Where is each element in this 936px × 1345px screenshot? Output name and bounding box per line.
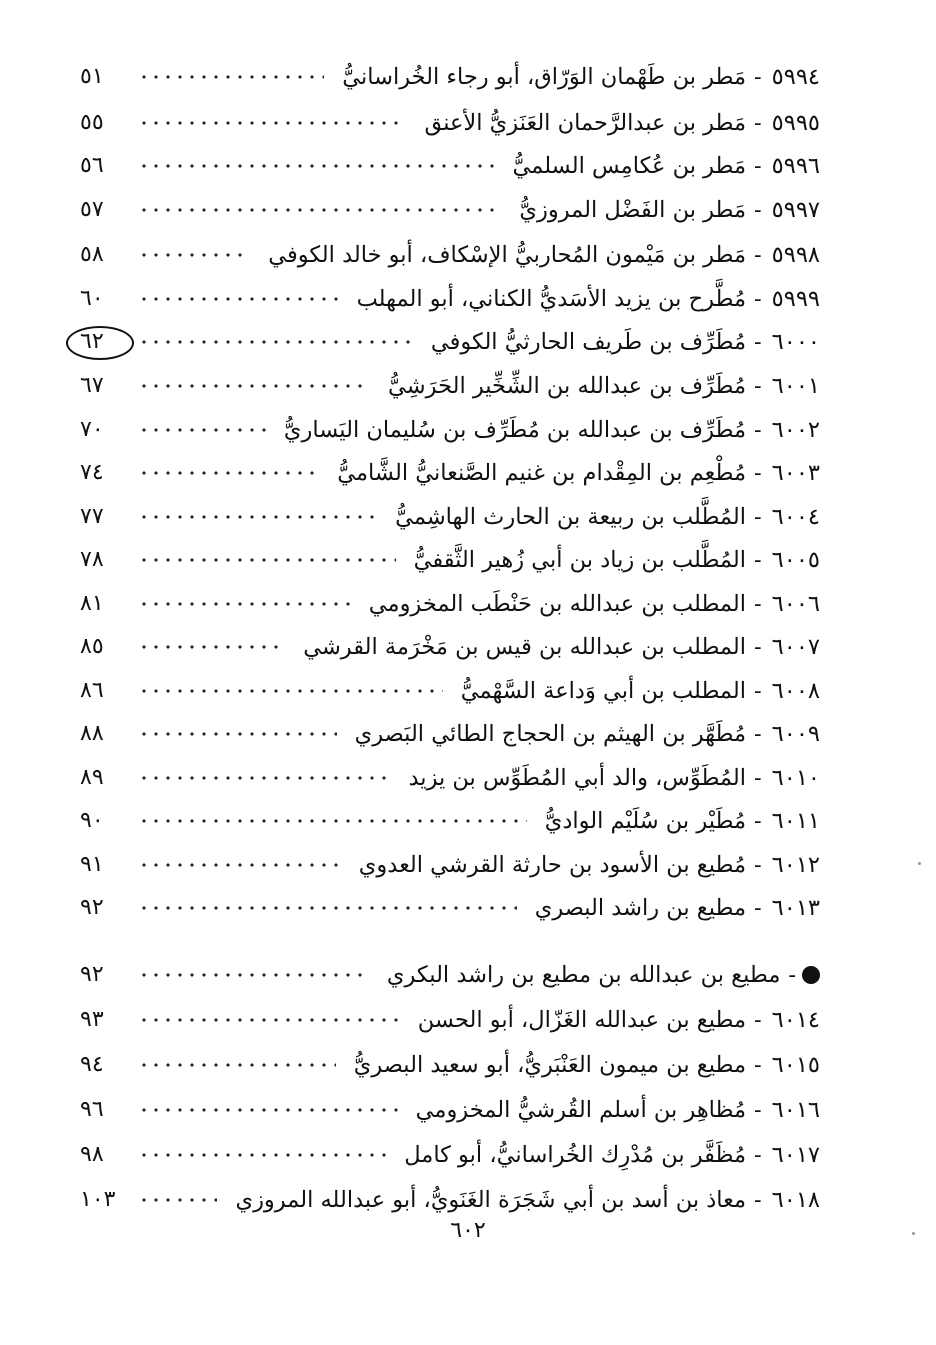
dot-leader xyxy=(138,73,324,81)
entry-page-number: ٥١ xyxy=(80,64,104,89)
entry-dash: - xyxy=(754,1187,762,1213)
entry-number: ٦٠١١ xyxy=(771,808,820,834)
entry-page-number: ٦٧ xyxy=(80,373,104,398)
entry-dash: - xyxy=(754,895,762,921)
dot-leader xyxy=(138,469,319,477)
entry-dash: - xyxy=(754,242,762,268)
dot-leader xyxy=(138,643,285,651)
entry-name: مَطر بن الفَضْل المروزيُّ xyxy=(519,197,747,223)
entry-number: ٦٠٠٢ xyxy=(771,417,820,443)
entry-number: ٦٠١٤ xyxy=(771,1007,820,1033)
index-entry xyxy=(80,453,820,493)
entry-name: مُطيع بن الأسود بن حارثة القرشي العدوي xyxy=(358,852,747,878)
entry-name: مطيع بن ميمون العَنْبَريُّ، أبو سعيد البصريُّ xyxy=(353,1052,747,1078)
entry-page-number: ٩٣ xyxy=(80,1007,104,1032)
dot-leader xyxy=(138,426,266,434)
entry-name: مُطَّرح بن يزيد الأسَديُّ الكناني، أبو المهلب xyxy=(356,286,747,312)
entry-page-number: ٩٨ xyxy=(80,1142,104,1167)
entry-name: مطيع بن عبدالله بن مطيع بن راشد البكري xyxy=(386,962,781,988)
index-entry xyxy=(80,190,820,230)
entry-dash: - xyxy=(754,1142,762,1168)
index-entry xyxy=(80,627,820,667)
index-entry xyxy=(80,714,820,754)
entry-name: مُطَرِّف بن عبدالله بن مُطَرِّف بن سُليمان اليَساريُّ xyxy=(283,417,747,443)
entry-name: المطلب بن عبدالله بن حَنْطَب المخزومي xyxy=(368,591,747,617)
dot-leader xyxy=(138,774,391,782)
entry-dash: - xyxy=(754,765,762,791)
page-number: ٦٠٢ xyxy=(450,1218,486,1243)
index-entry xyxy=(80,279,820,319)
entry-dash: - xyxy=(754,634,762,660)
entry-page-number: ٩١ xyxy=(80,852,104,877)
entry-name: المُطَّلب بن ربيعة بن الحارث الهاشِميُّ xyxy=(395,504,747,530)
entry-name: مَطر بن عبدالرَّحمان العَنَزيُّ الأعنق xyxy=(424,110,747,136)
entry-page-number: ٥٦ xyxy=(80,153,104,178)
entry-number: ٦٠١٧ xyxy=(771,1142,820,1168)
index-entry xyxy=(80,410,820,450)
index-entry xyxy=(80,235,820,275)
entry-name: المطلب بن عبدالله بن قيس بن مَخْرَمة القرشي xyxy=(303,634,747,660)
entry-dash: - xyxy=(754,591,762,617)
entry-number: ٥٩٩٨ xyxy=(771,242,820,268)
entry-number: ٦٠٠٠ xyxy=(771,329,820,355)
entry-number: ٦٠١٦ xyxy=(771,1097,820,1123)
entry-dash: - xyxy=(754,678,762,704)
dot-leader xyxy=(138,687,443,695)
index-entry xyxy=(80,845,820,885)
entry-page-number: ٩٤ xyxy=(80,1052,104,1077)
entry-page-number: ١٠٣ xyxy=(80,1187,116,1212)
entry-dash: - xyxy=(754,852,762,878)
entry-dash: - xyxy=(754,504,762,530)
index-entry xyxy=(80,57,820,97)
index-entry xyxy=(80,1090,820,1130)
entry-page-number: ٧٧ xyxy=(80,504,104,529)
index-entry xyxy=(80,955,820,995)
entry-dash: - xyxy=(754,417,762,443)
entry-number: ٦٠٠٩ xyxy=(771,721,820,747)
entry-dash: - xyxy=(754,1052,762,1078)
entry-name: مُظَفَّر بن مُدْرِك الخُراسانيُّ، أبو كامل xyxy=(404,1142,747,1168)
entry-page-number: ٧٤ xyxy=(80,460,104,485)
entry-name: معاذ بن أسد بن أبي شَجَرَة الغَنَويُّ، أبو عبدالله المروزي xyxy=(235,1187,747,1213)
entry-page-number: ٩٢ xyxy=(80,962,104,987)
entry-number: ٦٠٠٤ xyxy=(771,504,820,530)
dot-leader xyxy=(138,861,341,869)
index-entry xyxy=(80,1000,820,1040)
entry-dash: - xyxy=(754,197,762,223)
entry-page-number: ٩٦ xyxy=(80,1097,104,1122)
entry-page-number: ٥٨ xyxy=(80,242,104,267)
dot-leader xyxy=(138,730,337,738)
entry-dash: - xyxy=(754,721,762,747)
entry-number: ٦٠١٥ xyxy=(771,1052,820,1078)
index-entry xyxy=(80,1045,820,1085)
index-entry xyxy=(80,1135,820,1175)
dot-leader xyxy=(138,904,517,912)
entry-dash: - xyxy=(754,808,762,834)
entry-name: مُطَرِّف بن طَريف الحارثيُّ الكوفي xyxy=(430,329,747,355)
entry-page-number: ٦٠ xyxy=(80,286,104,311)
index-entry xyxy=(80,146,820,186)
entry-name: مَطر بن مَيْمون المُحاربيُّ الإسْكاف، أبو خالد الكوفي xyxy=(268,242,747,268)
dot-leader xyxy=(138,119,406,127)
entry-name: مُطَرِّف بن عبدالله بن الشِّخِّير الحَرَشِيُّ xyxy=(388,373,747,399)
dot-leader xyxy=(138,1016,400,1024)
index-entry xyxy=(80,1180,820,1220)
entry-page-number: ٥٥ xyxy=(80,110,104,135)
entry-page-number: ٥٧ xyxy=(80,197,104,222)
entry-dash: - xyxy=(754,547,762,573)
entry-number: ٦٠١٣ xyxy=(771,895,820,921)
entry-page-number: ٨٨ xyxy=(80,721,104,746)
index-entry xyxy=(80,540,820,580)
entry-dash: - xyxy=(754,460,762,486)
entry-name: مُطَيْر بن سُلَيْم الواديُّ xyxy=(544,808,747,834)
dot-leader xyxy=(138,1106,398,1114)
entry-name: مُطْعِم بن المِقْدام بن غنيم الصَّنعانيُّ الشَّاميُّ xyxy=(337,460,747,486)
index-entry xyxy=(80,801,820,841)
entry-page-number: ٩٠ xyxy=(80,808,104,833)
scan-speck xyxy=(918,862,921,865)
index-entry xyxy=(80,888,820,928)
index-entry xyxy=(80,671,820,711)
entry-number: ٦٠٠٣ xyxy=(771,460,820,486)
index-entry xyxy=(80,322,820,362)
entry-dash: - xyxy=(754,110,762,136)
entry-number: ٦٠١٢ xyxy=(771,852,820,878)
entry-name: مُطَهَّر بن الهيثم بن الحجاج الطائي البَصري xyxy=(354,721,747,747)
entry-number: ٦٠٠٦ xyxy=(771,591,820,617)
entry-dash: - xyxy=(754,153,762,179)
dot-leader xyxy=(138,382,370,390)
dot-leader xyxy=(138,162,494,170)
entry-dash: - xyxy=(754,1097,762,1123)
entry-number: ٦٠٠١ xyxy=(771,373,820,399)
scan-speck xyxy=(912,1232,915,1235)
entry-number: ٥٩٩٩ xyxy=(771,286,820,312)
dot-leader xyxy=(138,338,413,346)
entry-number: ٥٩٩٤ xyxy=(771,64,820,90)
entry-page-number: ٧٨ xyxy=(80,547,104,572)
entry-name: مَطر بن عُكامِس السلميُّ xyxy=(512,153,747,179)
entry-number: ٦٠٠٧ xyxy=(771,634,820,660)
dot-leader xyxy=(138,513,377,521)
dot-leader xyxy=(138,1151,386,1159)
dot-leader xyxy=(138,817,527,825)
dot-leader xyxy=(138,971,369,979)
entry-number: ٦٠٠٨ xyxy=(771,678,820,704)
entry-dash: - xyxy=(754,286,762,312)
entry-number: ٥٩٩٥ xyxy=(771,110,820,136)
entry-name: المُطَّلب بن زياد بن أبي زُهير الثَّقفيُّ xyxy=(413,547,747,573)
entry-page-number: ٨٩ xyxy=(80,765,104,790)
bullet-icon xyxy=(802,966,820,984)
entry-number: ٦٠٠٥ xyxy=(771,547,820,573)
index-entry xyxy=(80,497,820,537)
dot-leader xyxy=(138,295,339,303)
index-entry xyxy=(80,758,820,798)
entry-number: ٥٩٩٧ xyxy=(771,197,820,223)
dot-leader xyxy=(138,251,250,259)
index-entry xyxy=(80,584,820,624)
entry-page-number-circled: ٦٢ xyxy=(80,322,124,362)
dot-leader xyxy=(138,1196,217,1204)
entry-name: مطيع بن راشد البصري xyxy=(534,895,747,921)
dot-leader xyxy=(138,206,501,214)
entry-dash: - xyxy=(754,373,762,399)
dot-leader xyxy=(138,1061,336,1069)
dot-leader xyxy=(138,556,396,564)
index-entry xyxy=(80,103,820,143)
entry-dash: - xyxy=(754,64,762,90)
entry-name: مَطر بن طَهْمان الوَرّاق، أبو رجاء الخُراسانيُّ xyxy=(342,64,747,90)
entry-page-number: ٨٦ xyxy=(80,678,104,703)
entry-dash: - xyxy=(754,329,762,355)
index-entry xyxy=(80,366,820,406)
entry-page-number: ٨٥ xyxy=(80,634,104,659)
entry-number: ٦٠١٨ xyxy=(771,1187,820,1213)
entry-page-number: ٨١ xyxy=(80,591,104,616)
entry-dash: - xyxy=(788,962,796,988)
entry-page-number: ٧٠ xyxy=(80,417,104,442)
entry-name: مُظاهِر بن أسلم القُرشيُّ المخزومي xyxy=(415,1097,747,1123)
entry-dash: - xyxy=(754,1007,762,1033)
dot-leader xyxy=(138,600,351,608)
entry-name: المطلب بن أبي وَداعة السَّهْميُّ xyxy=(460,678,747,704)
entry-name: المُطَوِّس، والد أبي المُطَوِّس بن يزيد xyxy=(408,765,747,791)
entry-number: ٥٩٩٦ xyxy=(771,153,820,179)
entry-number: ٦٠١٠ xyxy=(771,765,820,791)
entry-name: مطيع بن عبدالله الغَزّال، أبو الحسن xyxy=(417,1007,747,1033)
entry-page-number: ٩٢ xyxy=(80,895,104,920)
